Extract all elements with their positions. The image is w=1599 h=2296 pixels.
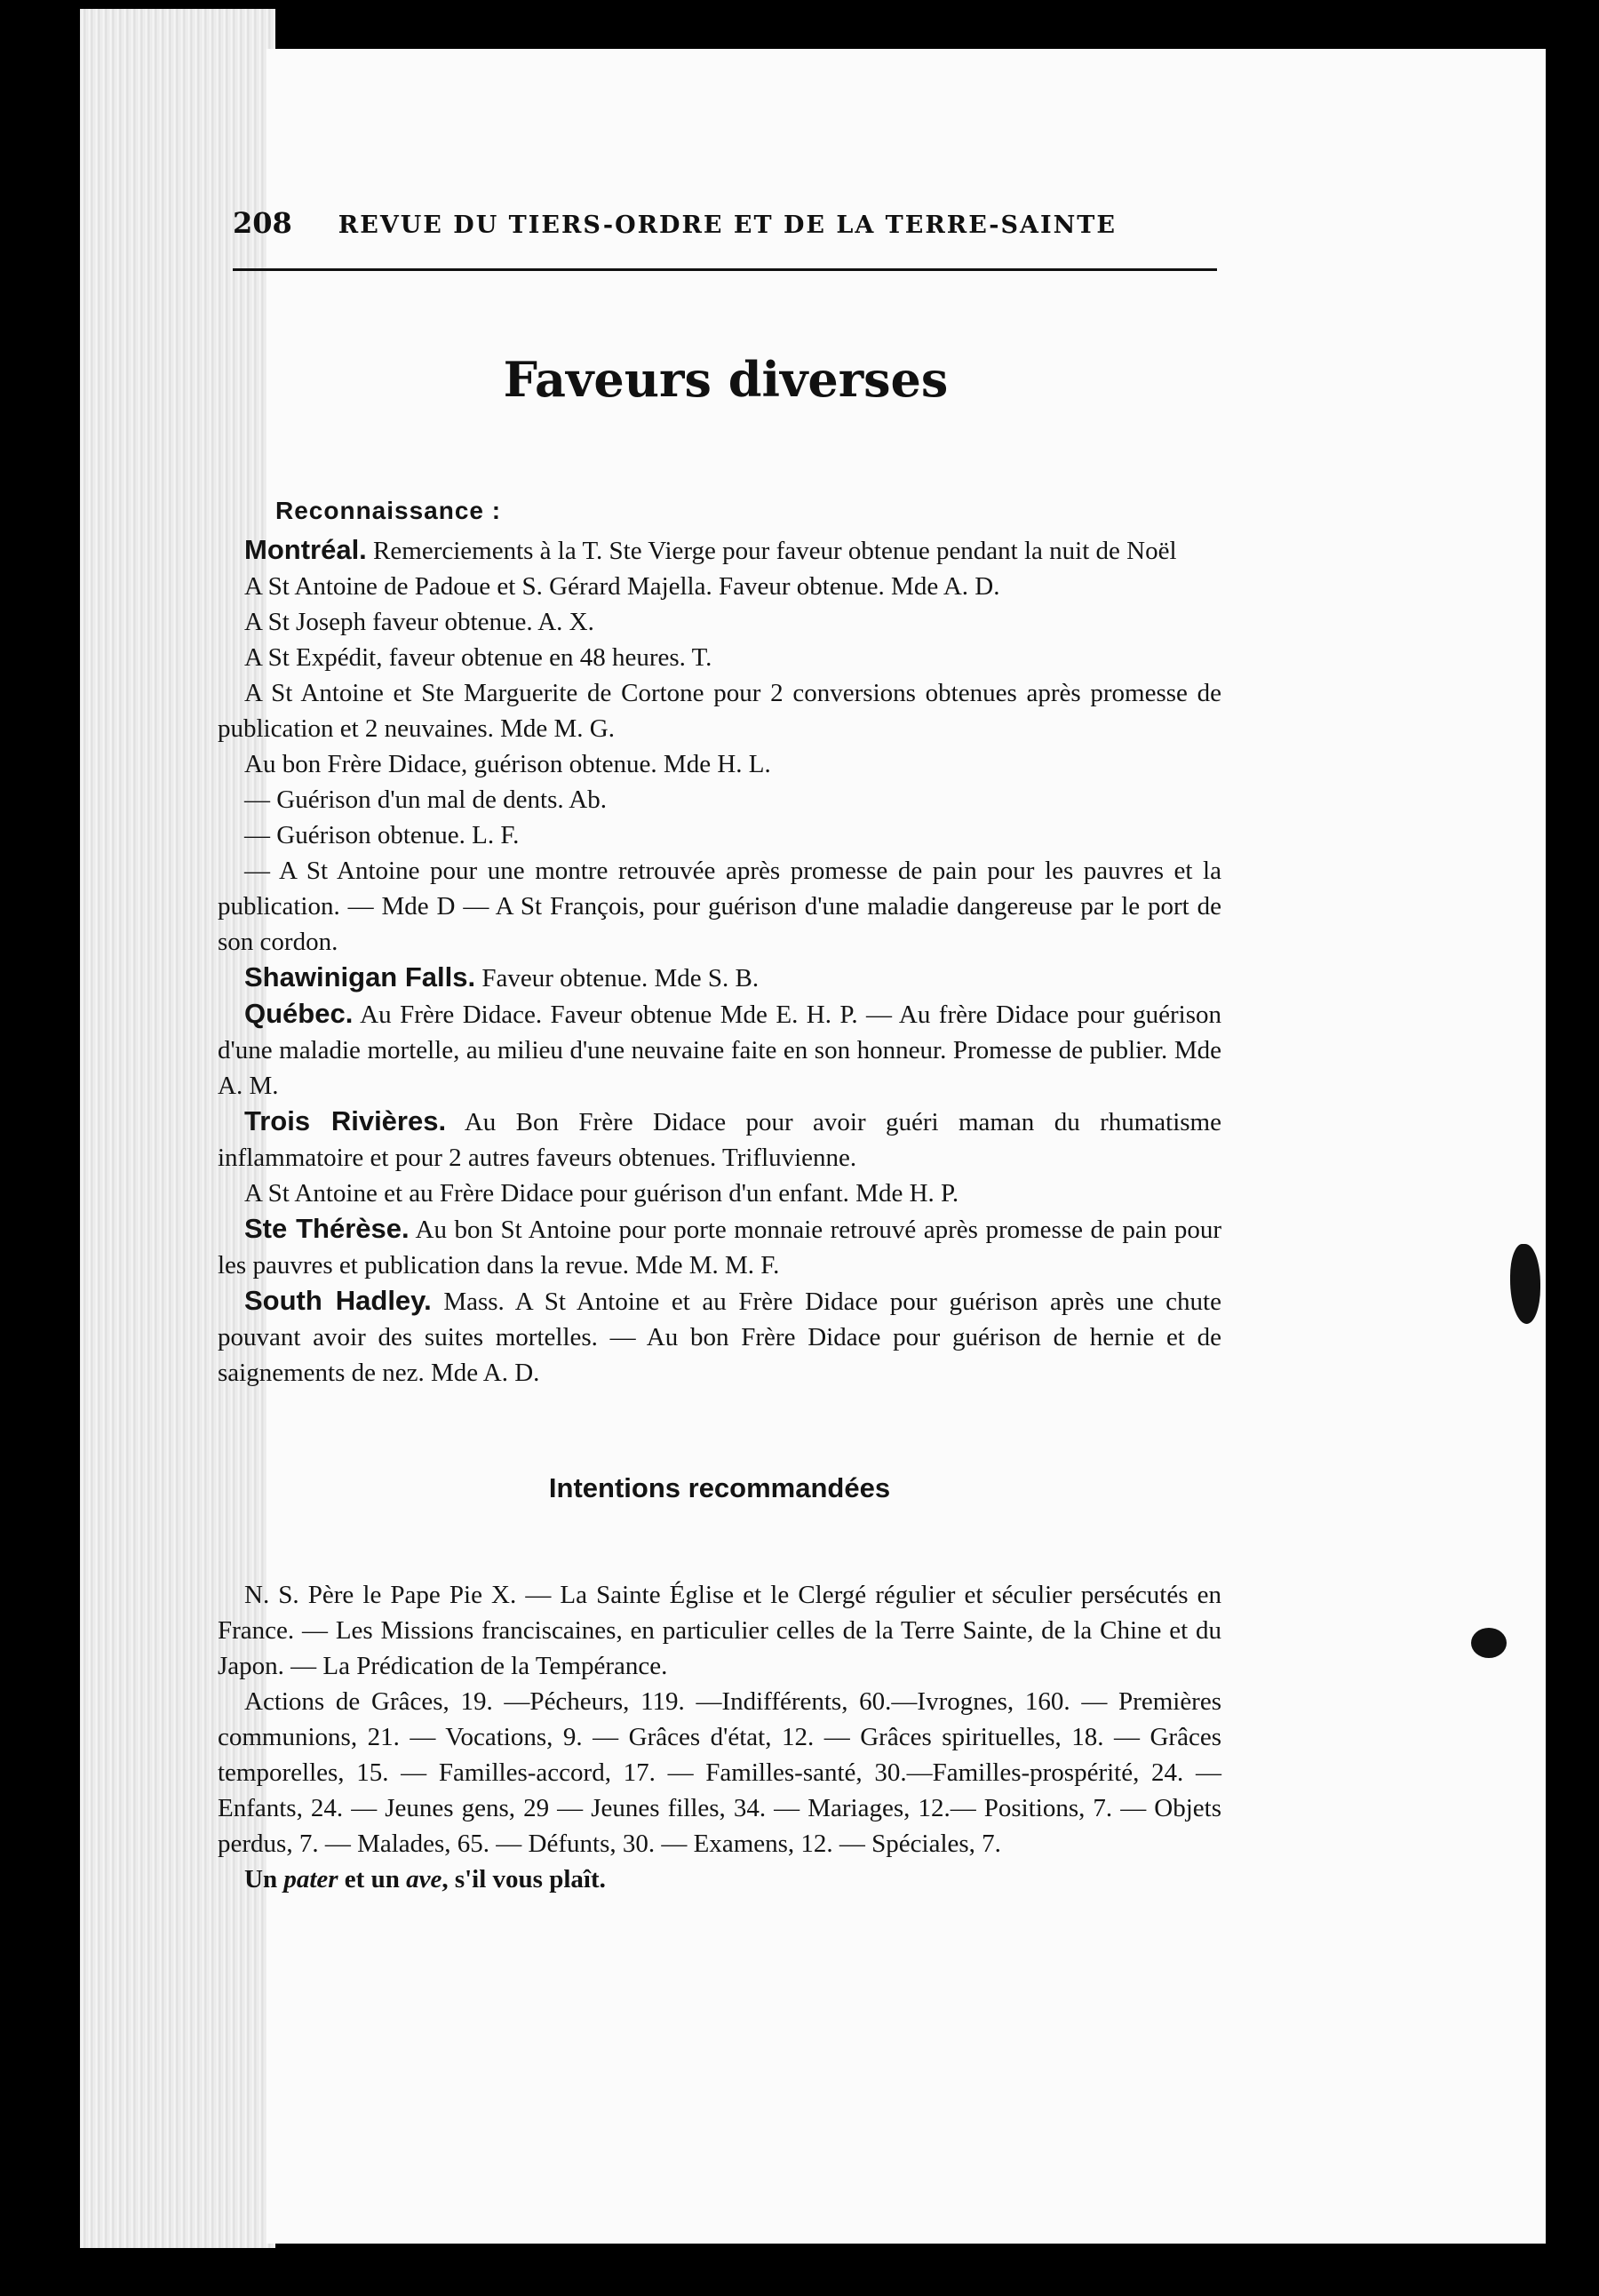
favour-entry <box>218 1283 1221 1391</box>
closing-text: , s'il vous plaît. <box>442 1865 606 1893</box>
place-name: Québec. <box>244 998 354 1029</box>
closing-pater: pater <box>283 1865 338 1893</box>
closing-text: et un <box>338 1865 407 1893</box>
place-name: Montréal. <box>244 534 367 565</box>
favour-entry <box>218 1211 1221 1283</box>
favour-entry: A St Antoine et au Frère Didace pour guérison d'un enfant. Mde H. P. <box>244 1179 959 1208</box>
place-name: Shawinigan Falls. <box>244 961 476 993</box>
favour-entry: — Guérison obtenue. L. F. <box>244 821 520 849</box>
header-rule <box>233 268 1217 271</box>
favour-entry <box>218 996 1221 1104</box>
favour-entry: A St Antoine de Padoue et S. Gérard Majella. Faveur obtenue. Mde A. D. <box>244 572 1000 601</box>
favour-entry: — A St Antoine pour une montre retrouvée après promesse de pain pour les pauvres et la publication. — Mde D — A St François, pour guérison d'une maladie dangereuse par le port de son cordon. <box>218 857 1221 956</box>
closing-line <box>218 1862 1221 1897</box>
entry-text: Remerciements à la T. Ste Vierge pour faveur obtenue pendant la nuit de Noël <box>366 537 1177 565</box>
entry-text: Au Frère Didace. Faveur obtenue Mde E. H. P. — Au frère Didace pour guérison d'une maladie mortelle, au milieu d'une neuvaine faite en son honneur. Promesse de publier. Mde A. M. <box>218 1001 1221 1100</box>
favour-entry: Au bon Frère Didace, guérison obtenue. Mde H. L. <box>244 750 771 778</box>
entry-text: Au Bon Frère Didace pour avoir guéri maman du rhumatisme inflammatoire et pour 2 autres faveurs obtenues. Trifluvienne. <box>218 1108 1221 1172</box>
favour-entry: A St Antoine et Ste Marguerite de Cortone pour 2 conversions obtenues après promesse de publication et 2 neuvaines. Mde M. G. <box>218 679 1221 743</box>
place-name: Ste Thérèse. <box>244 1213 410 1244</box>
entry-text: Faveur obtenue. Mde S. B. <box>475 964 760 993</box>
ink-blot <box>1471 1628 1507 1658</box>
reconnaissance-label: Reconnaissance : <box>275 497 502 524</box>
place-name: South Hadley. <box>244 1285 432 1316</box>
favour-entry: A St Expédit, faveur obtenue en 48 heures. T. <box>244 643 712 672</box>
closing-ave: ave <box>406 1865 442 1893</box>
page-title: Faveurs diverses <box>503 351 949 408</box>
entry-text: Au bon St Antoine pour porte monnaie retrouvé après promesse de pain pour les pauvres et publication dans la revue. Mde M. M. F. <box>218 1216 1221 1280</box>
running-head: REVUE DU TIERS-ORDRE ET DE LA TERRE-SAINTE <box>338 211 1117 239</box>
favour-entry: A St Joseph faveur obtenue. A. X. <box>244 608 594 636</box>
closing-text: Un <box>244 1865 284 1893</box>
entry-text: Mass. A St Antoine et au Frère Didace pour guérison après une chute pouvant avoir des suites mortelles. — Au bon Frère Didace pour guérison de hernie et de saignements de nez. Mde A. D. <box>218 1288 1221 1387</box>
favour-entry <box>218 1104 1221 1176</box>
intentions-paragraph: N. S. Père le Pape Pie X. — La Sainte Église et le Clergé régulier et séculier persécutés en France. — Les Missions franciscaines, en particulier celles de la Terre Sainte, de la Chine et du Japon. — La Prédication de la Tempérance. <box>218 1581 1221 1680</box>
page-header <box>233 206 1219 251</box>
favour-entry <box>218 960 1221 996</box>
place-name: Trois Rivières. <box>244 1105 447 1136</box>
intentions-paragraph: Actions de Grâces, 19. —Pécheurs, 119. —Indifférents, 60.—Ivrognes, 160. — Premières communions, 21. — Vocations, 9. — Grâces d'état, 12. — Grâces spirituelles, 18. — Grâces temporelles, 15. — Familles-accord, 17. — Familles-santé, 30.—Familles-prospérité, 24. — Enfants, 24. — Jeunes gens, 29 — Jeunes filles, 34. — Mariages, 12.— Positions, 7. — Objets perdus, 7. — Malades, 65. — Défunts, 30. — Examens, 12. — Spéciales, 7. <box>218 1687 1221 1858</box>
favour-entry <box>218 532 1221 569</box>
ink-blot <box>1510 1244 1540 1324</box>
favour-entry: — Guérison d'un mal de dents. Ab. <box>244 785 607 814</box>
page-number: 208 <box>233 206 292 240</box>
article-body <box>218 493 1221 1897</box>
section-heading: Intentions recommandées <box>548 1472 891 1503</box>
